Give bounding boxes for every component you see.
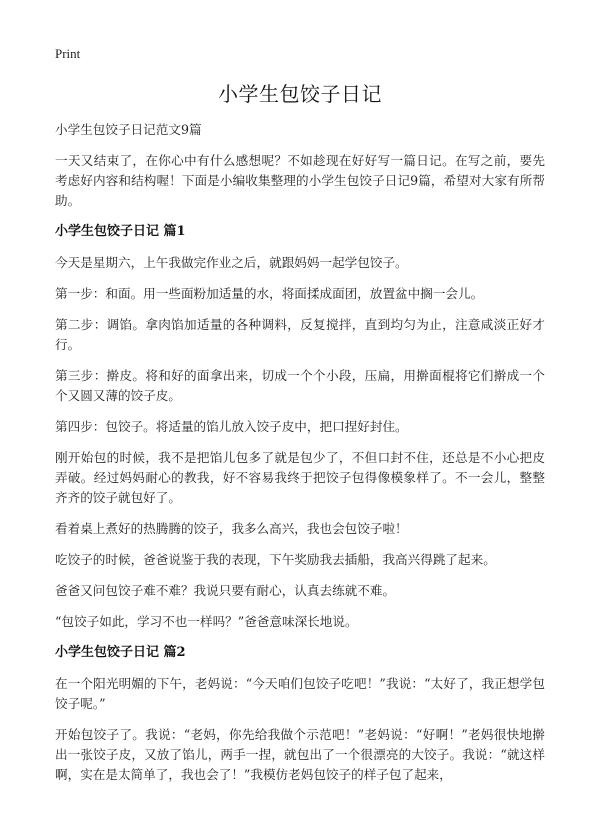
paragraph: 吃饺子的时候，爸爸说鉴于我的表现，下午奖励我去插船，我高兴得跳了起来。 [55, 552, 496, 567]
paragraph: 开始包饺子了。我说：“老妈，你先给我做个示范吧！”老妈说：“好啊！”老妈很快地擀出一张饺子皮，又放了馅儿，两手一捏，就包出了一个很漂亮的大饺子。我说：“就这样啊，实在是太简单了，我也会了！”我模仿老妈包饺子的样子包了起来， [55, 727, 545, 782]
section-heading: 小学生包饺子日记 篇2 [55, 645, 186, 660]
paragraph: 刚开始包的时候，我不是把馅儿包多了就是包少了，不但口封不住，还总是不小心把皮弄破。经过妈妈耐心的教我，好不容易我终于把饺子包得像模象样了。不一会儿，整整齐齐的饺子就包好了。 [55, 450, 545, 505]
section-heading: 小学生包饺子日记 篇1 [55, 224, 186, 239]
paragraph: 第三步：擀皮。将和好的面拿出来，切成一个个小段，压扁，用擀面棍将它们擀成一个个又圆又薄的饺子皮。 [55, 368, 545, 403]
paragraph: 在一个阳光明媚的下午，老妈说：“今天咱们包饺子吃吧！”我说：“太好了，我正想学包饺子呢。” [55, 676, 545, 711]
paragraph: 看着桌上煮好的热腾腾的饺子，我多么高兴，我也会包饺子啦！ [55, 521, 408, 536]
paragraph: 爸爸又问包饺子难不难？我说只要有耐心，认真去练就不难。 [55, 583, 396, 598]
intro-paragraph: 一天又结束了，在你心中有什么感想呢？不如趁现在好好写一篇日记。在写之前，要先考虑好内容和结构喔！下面是小编收集整理的小学生包饺子日记9篇，希望对大家有所帮助。 [55, 153, 545, 208]
paragraph: “包饺子如此，学习不也一样吗？”爸爸意味深长地说。 [55, 614, 358, 629]
paragraph: 第一步：和面。用一些面粉加适量的水，将面揉成面团，放置盆中搁一会儿。 [55, 286, 484, 301]
paragraph: 今天是星期六，上午我做完作业之后，就跟妈妈一起学包饺子。 [55, 255, 408, 270]
page-title: 小学生包饺子日记 [218, 82, 382, 106]
subtitle: 小学生包饺子日记范文9篇 [55, 122, 202, 137]
paragraph: 第四步：包饺子。将适量的馅儿放入饺子皮中，把口捏好封住。 [55, 419, 408, 434]
print-link[interactable]: Print [55, 46, 81, 61]
paragraph: 第二步：调馅。拿肉馅加适量的各种调料，反复搅拌，直到均匀为止，注意咸淡正好才行。 [55, 317, 545, 352]
article-body [55, 120, 545, 785]
